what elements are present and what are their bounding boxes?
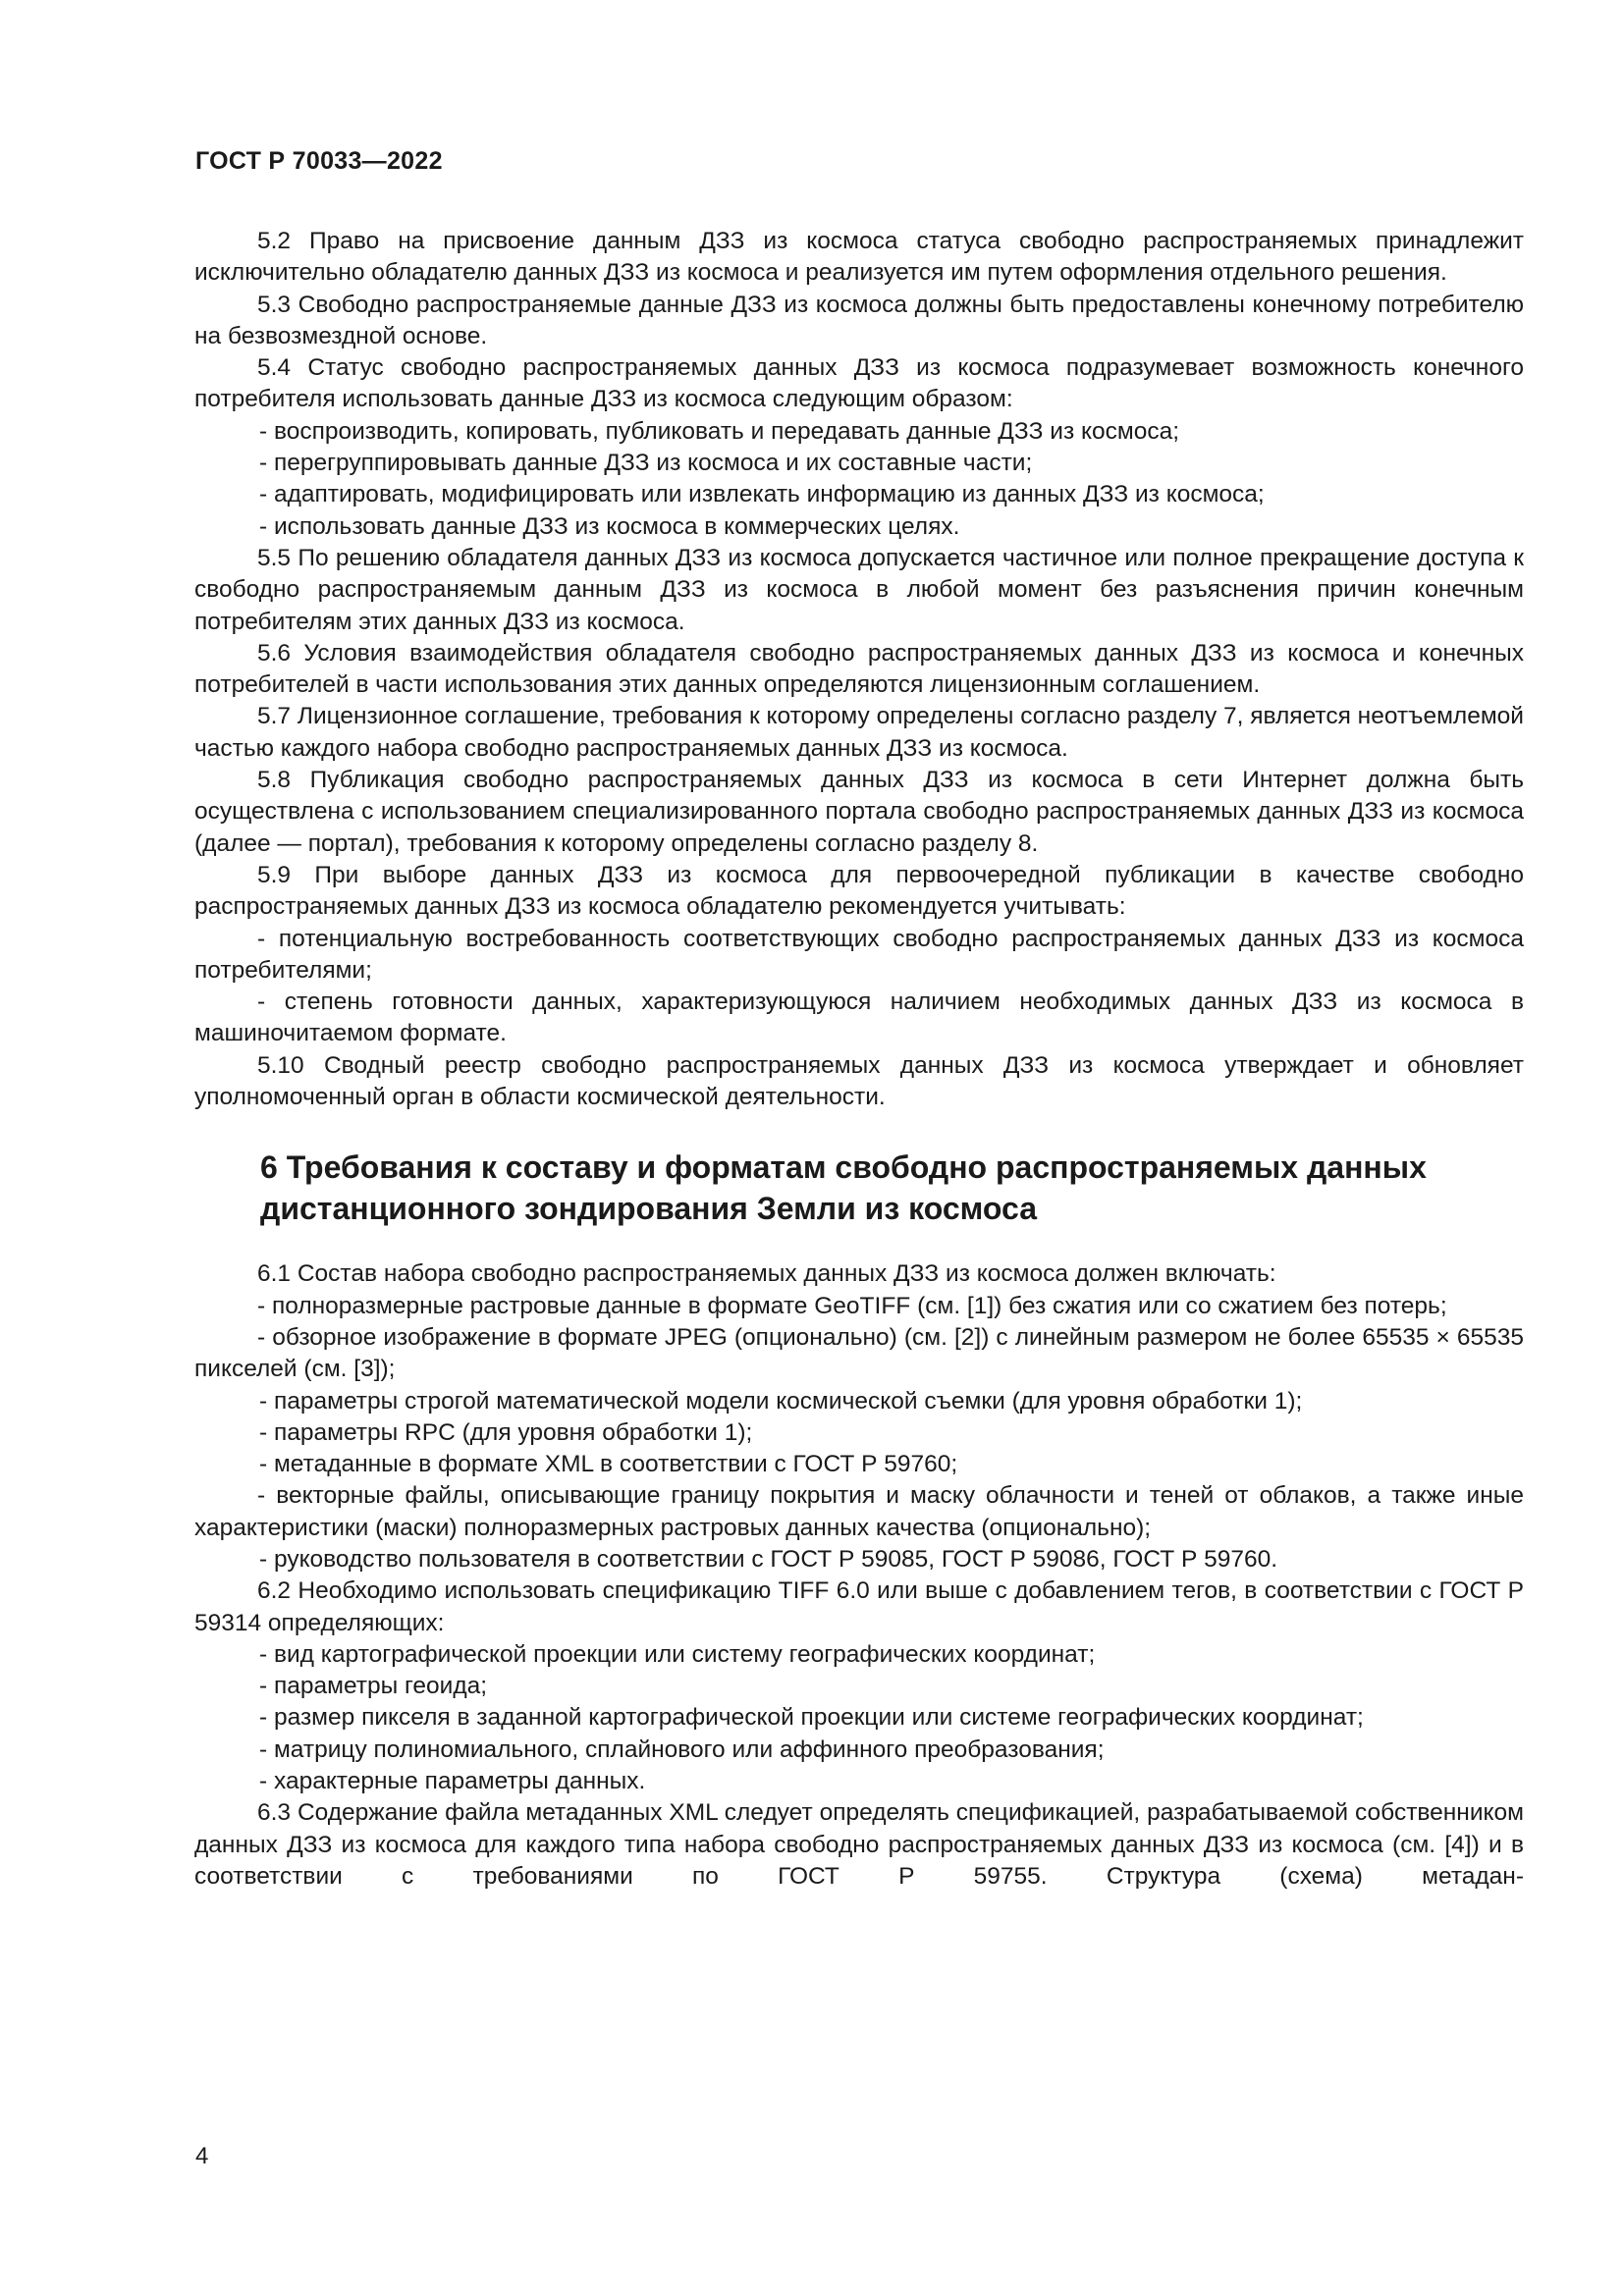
list-item: - характерные параметры данных. — [259, 1768, 646, 1795]
list-item: - вид картографической проекции или систему географических координат; — [259, 1640, 1096, 1668]
list-item: - использовать данные ДЗЗ из космоса в коммерческих целях. — [259, 512, 960, 540]
paragraph-6-2: 6.2 Необходимо использовать спецификацию TIFF 6.0 или выше с добавлением тегов, в соответствии с ГОСТ Р 59314 определяющих: — [194, 1577, 1524, 1636]
list-item: - потенциальную востребованность соответствующих свободно распространяемых данных ДЗЗ из космоса потребителями; — [194, 925, 1524, 984]
list-item: - векторные файлы, описывающие границу покрытия и маску облачности и теней от облаков, а также иные характеристики (маски) полноразмерных растровых данных качества (опционально); — [194, 1482, 1524, 1541]
paragraph-5-10: 5.10 Сводный реестр свободно распространяемых данных ДЗЗ из космоса утверждает и обновляет уполномоченный орган в области космической деятельности. — [194, 1051, 1524, 1111]
document-body — [194, 226, 1524, 1893]
paragraph-5-2: 5.2 Право на присвоение данным ДЗЗ из космоса статуса свободно распространяемых принадлежит исключительно обладателю данных ДЗЗ из космоса и реализуется им путем оформления отдельного решения. — [194, 228, 1524, 287]
paragraph-5-6: 5.6 Условия взаимодействия обладателя свободно распространяемых данных ДЗЗ из космоса и конечных потребителей в части использования этих данных определяются лицензионным соглашением. — [194, 639, 1524, 699]
paragraph-5-3: 5.3 Свободно распространяемые данные ДЗЗ из космоса должны быть предоставлены конечному потребителю на безвозмездной основе. — [194, 291, 1524, 349]
section-6-title-line-2: дистанционного зондирования Земли из космоса — [260, 1191, 1038, 1227]
paragraph-6-1: 6.1 Состав набора свободно распространяемых данных ДЗЗ из космоса должен включать: — [257, 1260, 1276, 1288]
list-item: - метаданные в формате XML в соответствии с ГОСТ Р 59760; — [259, 1451, 958, 1478]
paragraph-5-5: 5.5 По решению обладателя данных ДЗЗ из космоса допускается частичное или полное прекращение доступа к свободно распространяемым данным ДЗЗ из космоса в любой момент без разъяснения причин конечным потребителям этих данных ДЗЗ из космоса. — [194, 544, 1524, 635]
list-item: - матрицу полиномиального, сплайнового или аффинного преобразования; — [259, 1735, 1105, 1763]
page-number: 4 — [195, 2143, 209, 2169]
list-item: - воспроизводить, копировать, публиковать и передавать данные ДЗЗ из космоса; — [259, 417, 1180, 445]
list-item: - параметры RPC (для уровня обработки 1); — [259, 1418, 753, 1446]
list-item: - полноразмерные растровые данные в формате GeoTIFF (см. [1]) без сжатия или со сжатием без потерь; — [257, 1292, 1447, 1319]
document-header-code: ГОСТ Р 70033—2022 — [195, 147, 443, 175]
list-item: - параметры геоида; — [259, 1673, 488, 1700]
list-item: - руководство пользователя в соответствии с ГОСТ Р 59085, ГОСТ Р 59086, ГОСТ Р 59760. — [259, 1545, 1278, 1573]
list-item: - обзорное изображение в формате JPEG (опционально) (см. [2]) с линейным размером не более 65535 × 65535 пикселей (см. [3]); — [194, 1323, 1524, 1383]
section-6-title — [260, 1147, 1524, 1229]
list-item: - адаптировать, модифицировать или извлекать информацию из данных ДЗЗ из космоса; — [259, 481, 1265, 508]
list-item: - перегруппировывать данные ДЗЗ из космоса и их составные части; — [259, 450, 1033, 477]
paragraph-5-9: 5.9 При выборе данных ДЗЗ из космоса для первоочередной публикации в качестве свободно распространяемых данных ДЗЗ из космоса обладателю рекомендуется учитывать: — [194, 861, 1524, 921]
paragraph-5-7: 5.7 Лицензионное соглашение, требования к которому определены согласно разделу 7, является неотъемлемой частью каждого набора свободно распространяемых данных ДЗЗ из космоса. — [194, 703, 1524, 762]
section-6-title-line-1: 6 Требования к составу и форматам свободно распространяемых данных — [260, 1149, 1427, 1186]
list-item: - степень готовности данных, характеризующуюся наличием необходимых данных ДЗЗ из космоса в машиночитаемом формате. — [194, 988, 1524, 1047]
paragraph-5-8: 5.8 Публикация свободно распространяемых данных ДЗЗ из космоса в сети Интернет должна быть осуществлена с использованием специализированного портала свободно распространяемых данных ДЗЗ из космоса (далее — портал), требования к которому определены согласно разделу 8. — [194, 767, 1524, 857]
paragraph-6-3: 6.3 Содержание файла метаданных XML следует определять спецификацией, разрабатываемой собственником данных ДЗЗ из космоса для каждого типа набора свободно распространяемых данных ДЗЗ из космоса (см. [4]) и в соответствии с требованиями по ГОСТ Р 59755. Структура (схема) метадан- — [194, 1799, 1524, 1890]
list-item: - размер пикселя в заданной картографической проекции или системе географических координат; — [259, 1704, 1364, 1732]
list-item: - параметры строгой математической модели космической съемки (для уровня обработки 1); — [259, 1387, 1303, 1415]
paragraph-5-4: 5.4 Статус свободно распространяемых данных ДЗЗ из космоса подразумевает возможность конечного потребителя использовать данные ДЗЗ из космоса следующим образом: — [194, 354, 1524, 413]
